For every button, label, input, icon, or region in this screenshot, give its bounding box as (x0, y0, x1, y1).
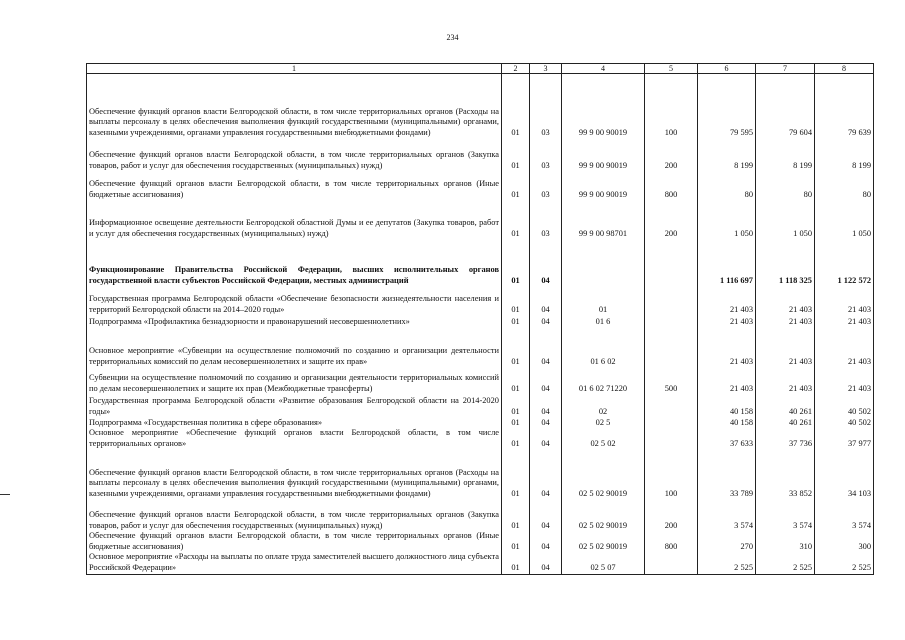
amount-year3-cell: 2 525 (815, 552, 874, 574)
name-cell: Государственная программа Белгородской области «Обеспечение безопасности жизнедеятельности населения и территорий Белгородской области на 2014–2020 годы» (87, 287, 502, 316)
target-article-cell: 02 5 02 (562, 428, 645, 449)
table-row (87, 499, 874, 531)
amount-year2-cell: 1 050 (756, 201, 815, 240)
name-cell: Основное мероприятие «Расходы на выплаты по оплате труда заместителей высшего должностного лица субъекта Российской Федерации» (87, 552, 502, 574)
table-row (87, 328, 874, 368)
amount-year2-cell: 1 118 325 (756, 240, 815, 287)
amount-year3-cell: 1 122 572 (815, 240, 874, 287)
amount-year1-cell: 80 (698, 172, 756, 201)
amount-year3-cell: 79 639 (815, 74, 874, 139)
amount-year3-cell: 34 103 (815, 449, 874, 499)
target-article-cell: 99 9 00 90019 (562, 172, 645, 201)
subsection-cell: 04 (530, 328, 562, 368)
amount-year1-cell: 8 199 (698, 139, 756, 172)
amount-year2-cell: 40 261 (756, 395, 815, 418)
expense-type-cell: 200 (645, 499, 698, 531)
subsection-cell: 04 (530, 552, 562, 574)
expense-type-cell (645, 240, 698, 287)
amount-year3-cell: 80 (815, 172, 874, 201)
table-row (87, 418, 874, 429)
amount-year3-cell: 21 403 (815, 368, 874, 395)
name-cell: Основное мероприятие «Обеспечение функций органов власти Белгородской области, в том числе территориальных органов» (87, 428, 502, 449)
target-article-cell: 99 9 00 98701 (562, 201, 645, 240)
subsection-cell: 03 (530, 139, 562, 172)
name-cell: Информационное освещение деятельности Белгородской областной Думы и ее депутатов (Закупка товаров, работ и услуг для обеспечения государственных (муниципальных) нужд) (87, 201, 502, 240)
subsection-cell: 04 (530, 368, 562, 395)
expense-type-cell: 800 (645, 172, 698, 201)
amount-year1-cell: 1 050 (698, 201, 756, 240)
amount-year3-cell: 3 574 (815, 499, 874, 531)
amount-year3-cell: 21 403 (815, 316, 874, 328)
amount-year1-cell: 3 574 (698, 499, 756, 531)
name-cell: Субвенции на осуществление полномочий по созданию и организации деятельности территориальных комиссий по делам несовершеннолетних и защите их прав (Межбюджетные трансферты) (87, 368, 502, 395)
amount-year2-cell: 21 403 (756, 368, 815, 395)
table-row (87, 531, 874, 552)
amount-year1-cell: 79 595 (698, 74, 756, 139)
page-number: 234 (446, 33, 459, 42)
amount-year3-cell: 300 (815, 531, 874, 552)
amount-year3-cell: 8 199 (815, 139, 874, 172)
subsection-cell: 03 (530, 172, 562, 201)
header-cell: 5 (645, 64, 698, 74)
subsection-cell: 04 (530, 499, 562, 531)
target-article-cell: 02 5 07 (562, 552, 645, 574)
section-cell: 01 (502, 428, 530, 449)
header-cell: 8 (815, 64, 874, 74)
amount-year3-cell: 21 403 (815, 328, 874, 368)
amount-year1-cell: 270 (698, 531, 756, 552)
target-article-cell: 02 5 02 90019 (562, 531, 645, 552)
section-cell: 01 (502, 418, 530, 429)
name-cell: Основное мероприятие «Субвенции на осуществление полномочий по созданию и организации деятельности территориальных комиссий по делам несовершеннолетних и защите их прав» (87, 328, 502, 368)
amount-year2-cell: 37 736 (756, 428, 815, 449)
amount-year1-cell: 1 116 697 (698, 240, 756, 287)
subsection-cell: 04 (530, 428, 562, 449)
target-article-cell: 01 (562, 287, 645, 316)
target-article-cell: 99 9 00 90019 (562, 74, 645, 139)
amount-year1-cell: 21 403 (698, 368, 756, 395)
amount-year1-cell: 21 403 (698, 328, 756, 368)
target-article-cell: 02 (562, 395, 645, 418)
scan-margin-mark (0, 494, 10, 495)
header-cell: 3 (530, 64, 562, 74)
table-row (87, 428, 874, 449)
table-row (87, 74, 874, 139)
table-row (87, 172, 874, 201)
name-cell: Обеспечение функций органов власти Белгородской области, в том числе территориальных органов (Закупка товаров, работ и услуг для обеспечения государственных (муниципальных) нужд) (87, 499, 502, 531)
header-row (87, 64, 874, 74)
expense-type-cell (645, 418, 698, 429)
subsection-cell: 04 (530, 287, 562, 316)
target-article-cell: 99 9 00 90019 (562, 139, 645, 172)
amount-year2-cell: 40 261 (756, 418, 815, 429)
subsection-cell: 04 (530, 531, 562, 552)
amount-year2-cell: 3 574 (756, 499, 815, 531)
name-cell: Подпрограмма «Профилактика безнадзорности и правонарушений несовершеннолетних» (87, 316, 502, 328)
table-row (87, 316, 874, 328)
target-article-cell: 02 5 02 90019 (562, 499, 645, 531)
amount-year2-cell: 8 199 (756, 139, 815, 172)
expense-type-cell (645, 287, 698, 316)
amount-year3-cell: 40 502 (815, 418, 874, 429)
amount-year1-cell: 33 789 (698, 449, 756, 499)
subsection-cell: 03 (530, 201, 562, 240)
table-row (87, 552, 874, 574)
target-article-cell: 01 6 (562, 316, 645, 328)
amount-year3-cell: 37 977 (815, 428, 874, 449)
header-cell: 7 (756, 64, 815, 74)
amount-year1-cell: 40 158 (698, 418, 756, 429)
amount-year1-cell: 2 525 (698, 552, 756, 574)
subsection-cell: 04 (530, 395, 562, 418)
section-cell: 01 (502, 139, 530, 172)
amount-year3-cell: 1 050 (815, 201, 874, 240)
header-cell: 2 (502, 64, 530, 74)
target-article-cell (562, 240, 645, 287)
target-article-cell: 02 5 02 90019 (562, 449, 645, 499)
header-cell: 1 (87, 64, 502, 74)
name-cell: Обеспечение функций органов власти Белгородской области, в том числе территориальных органов (Расходы на выплаты персоналу в целях обеспечения выполнения функций государственными (муниципальными) органами, казенными учреждениями, органами управления государственными внебюджетными фондами) (87, 74, 502, 139)
subsection-cell: 03 (530, 74, 562, 139)
amount-year2-cell: 80 (756, 172, 815, 201)
name-cell: Обеспечение функций органов власти Белгородской области, в том числе территориальных органов (Иные бюджетные ассигнования) (87, 531, 502, 552)
expense-type-cell: 100 (645, 74, 698, 139)
table-row (87, 240, 874, 287)
target-article-cell: 01 6 02 (562, 328, 645, 368)
subsection-cell: 04 (530, 316, 562, 328)
section-cell: 01 (502, 395, 530, 418)
section-cell: 01 (502, 499, 530, 531)
table-row (87, 287, 874, 316)
section-cell: 01 (502, 316, 530, 328)
section-cell: 01 (502, 74, 530, 139)
amount-year1-cell: 21 403 (698, 316, 756, 328)
table-row (87, 395, 874, 418)
table-row (87, 449, 874, 499)
expense-type-cell: 800 (645, 531, 698, 552)
section-cell: 01 (502, 552, 530, 574)
amount-year2-cell: 310 (756, 531, 815, 552)
amount-year1-cell: 37 633 (698, 428, 756, 449)
name-cell: Подпрограмма «Государственная политика в сфере образования» (87, 418, 502, 429)
amount-year2-cell: 21 403 (756, 316, 815, 328)
amount-year2-cell: 21 403 (756, 287, 815, 316)
amount-year2-cell: 33 852 (756, 449, 815, 499)
subsection-cell: 04 (530, 240, 562, 287)
header-cell: 6 (698, 64, 756, 74)
section-cell: 01 (502, 201, 530, 240)
name-cell: Обеспечение функций органов власти Белгородской области, в том числе территориальных органов (Закупка товаров, работ и услуг для обеспечения государственных (муниципальных) нужд) (87, 139, 502, 172)
subsection-cell: 04 (530, 418, 562, 429)
expense-type-cell: 500 (645, 368, 698, 395)
expense-type-cell (645, 395, 698, 418)
amount-year2-cell: 2 525 (756, 552, 815, 574)
name-cell: Обеспечение функций органов власти Белгородской области, в том числе территориальных органов (Иные бюджетные ассигнования) (87, 172, 502, 201)
expense-type-cell (645, 428, 698, 449)
name-cell: Обеспечение функций органов власти Белгородской области, в том числе территориальных органов (Расходы на выплаты персоналу в целях обеспечения выполнения функций государственными (муниципальными) органами, казенными учреждениями, органами управления государственными внебюджетными фондами) (87, 449, 502, 499)
section-cell: 01 (502, 240, 530, 287)
amount-year2-cell: 21 403 (756, 328, 815, 368)
budget-table (86, 63, 874, 575)
amount-year3-cell: 21 403 (815, 287, 874, 316)
amount-year2-cell: 79 604 (756, 74, 815, 139)
expense-type-cell (645, 552, 698, 574)
amount-year1-cell: 40 158 (698, 395, 756, 418)
table-row (87, 139, 874, 172)
section-cell: 01 (502, 368, 530, 395)
target-article-cell: 02 5 (562, 418, 645, 429)
table-row (87, 368, 874, 395)
expense-type-cell: 200 (645, 139, 698, 172)
expense-type-cell: 100 (645, 449, 698, 499)
subsection-cell: 04 (530, 449, 562, 499)
table-row (87, 201, 874, 240)
amount-year1-cell: 21 403 (698, 287, 756, 316)
section-cell: 01 (502, 172, 530, 201)
name-cell: Функционирование Правительства Российской Федерации, высших исполнительных органов государственной власти субъектов Российской Федерации, местных администраций (87, 240, 502, 287)
target-article-cell: 01 6 02 71220 (562, 368, 645, 395)
name-cell: Государственная программа Белгородской области «Развитие образования Белгородской области на 2014-2020 годы» (87, 395, 502, 418)
section-cell: 01 (502, 531, 530, 552)
section-cell: 01 (502, 449, 530, 499)
section-cell: 01 (502, 328, 530, 368)
header-cell: 4 (562, 64, 645, 74)
expense-type-cell: 200 (645, 201, 698, 240)
section-cell: 01 (502, 287, 530, 316)
amount-year3-cell: 40 502 (815, 395, 874, 418)
expense-type-cell (645, 328, 698, 368)
expense-type-cell (645, 316, 698, 328)
